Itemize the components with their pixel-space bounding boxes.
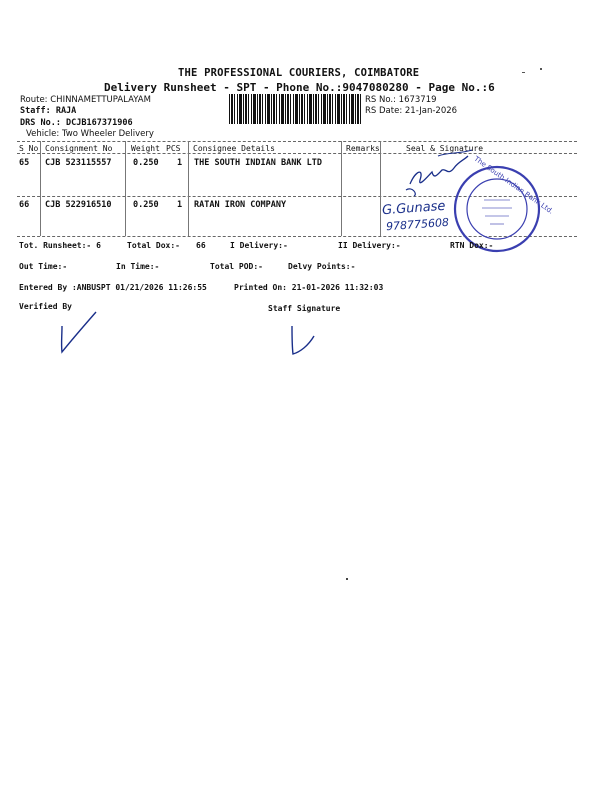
company-title: THE PROFESSIONAL COURIERS, COIMBATORE bbox=[178, 67, 420, 79]
col-divider bbox=[341, 141, 342, 236]
rtn-dox: RTN Dox:- bbox=[450, 241, 494, 250]
tot-runsheet: Tot. Runsheet:- 6 bbox=[19, 241, 101, 250]
col-divider bbox=[188, 141, 189, 236]
table-header-border bbox=[17, 153, 577, 154]
table-top-border bbox=[17, 141, 577, 142]
table-row-pcs: 1 bbox=[177, 158, 183, 168]
table-row-sno: 65 bbox=[19, 158, 30, 168]
table-row-consignee: RATAN IRON COMPANY bbox=[194, 200, 287, 210]
header-remarks: Remarks bbox=[346, 144, 380, 153]
header-consignment: Consignment No bbox=[45, 144, 113, 153]
header-weight: Weight bbox=[131, 144, 160, 153]
col-divider bbox=[380, 141, 381, 236]
staff-signature bbox=[284, 320, 324, 360]
vehicle-label: Vehicle: Two Wheeler Delivery bbox=[26, 129, 154, 139]
total-dox-value: 66 bbox=[196, 241, 206, 250]
staff-label: Staff: RAJA bbox=[20, 106, 77, 116]
staff-signature-label: Staff Signature bbox=[268, 304, 341, 313]
stamp-text: The South Indian Bank Ltd. bbox=[472, 154, 555, 216]
speck bbox=[522, 72, 525, 73]
barcode bbox=[229, 94, 362, 124]
delvy-points: Delvy Points:- bbox=[288, 262, 356, 271]
header-seal: Seal & Signature bbox=[406, 144, 484, 153]
header-consignee: Consignee Details bbox=[193, 144, 275, 153]
col-divider bbox=[125, 141, 126, 236]
total-dox-label: Total Dox:- bbox=[127, 241, 180, 250]
handwritten-phone: 978775608 bbox=[385, 215, 450, 234]
table-row-weight: 0.250 bbox=[133, 158, 159, 168]
drs-number: DRS No.: DCJB167371906 bbox=[20, 118, 133, 128]
i-delivery: I Delivery:- bbox=[230, 241, 288, 250]
handwritten-name: G.Gunase bbox=[381, 198, 446, 219]
runsheet-subtitle: Delivery Runsheet - SPT - Phone No.:9047080280 - Page No.:6 bbox=[104, 81, 495, 94]
verifier-signature bbox=[52, 308, 102, 356]
route-label: Route: CHINNAMETTUPALAYAM bbox=[20, 95, 151, 105]
verified-by: Verified By bbox=[19, 302, 72, 311]
col-divider bbox=[40, 141, 41, 236]
table-row-consignment: CJB 523115557 bbox=[45, 158, 112, 168]
speck bbox=[540, 68, 542, 70]
table-row-pcs: 1 bbox=[177, 200, 183, 210]
table-row-sno: 66 bbox=[19, 200, 30, 210]
total-pod: Total POD:- bbox=[210, 262, 263, 271]
table-row-consignee: THE SOUTH INDIAN BANK LTD bbox=[194, 158, 322, 168]
printed-on: Printed On: 21-01-2026 11:32:03 bbox=[234, 283, 384, 292]
header-pcs: PCS bbox=[166, 144, 181, 153]
out-time: Out Time:- bbox=[19, 262, 68, 271]
speck bbox=[346, 578, 348, 580]
header-sno: S No bbox=[19, 144, 39, 153]
in-time: In Time:- bbox=[116, 262, 160, 271]
table-row-consignment: CJB 522916510 bbox=[45, 200, 112, 210]
rs-number: RS No.: 1673719 bbox=[365, 95, 437, 105]
rs-date: RS Date: 21-Jan-2026 bbox=[365, 106, 458, 116]
table-row-weight: 0.250 bbox=[133, 200, 159, 210]
ii-delivery: II Delivery:- bbox=[338, 241, 401, 250]
entered-by: Entered By :ANBUSPT 01/21/2026 11:26:55 bbox=[19, 283, 207, 292]
